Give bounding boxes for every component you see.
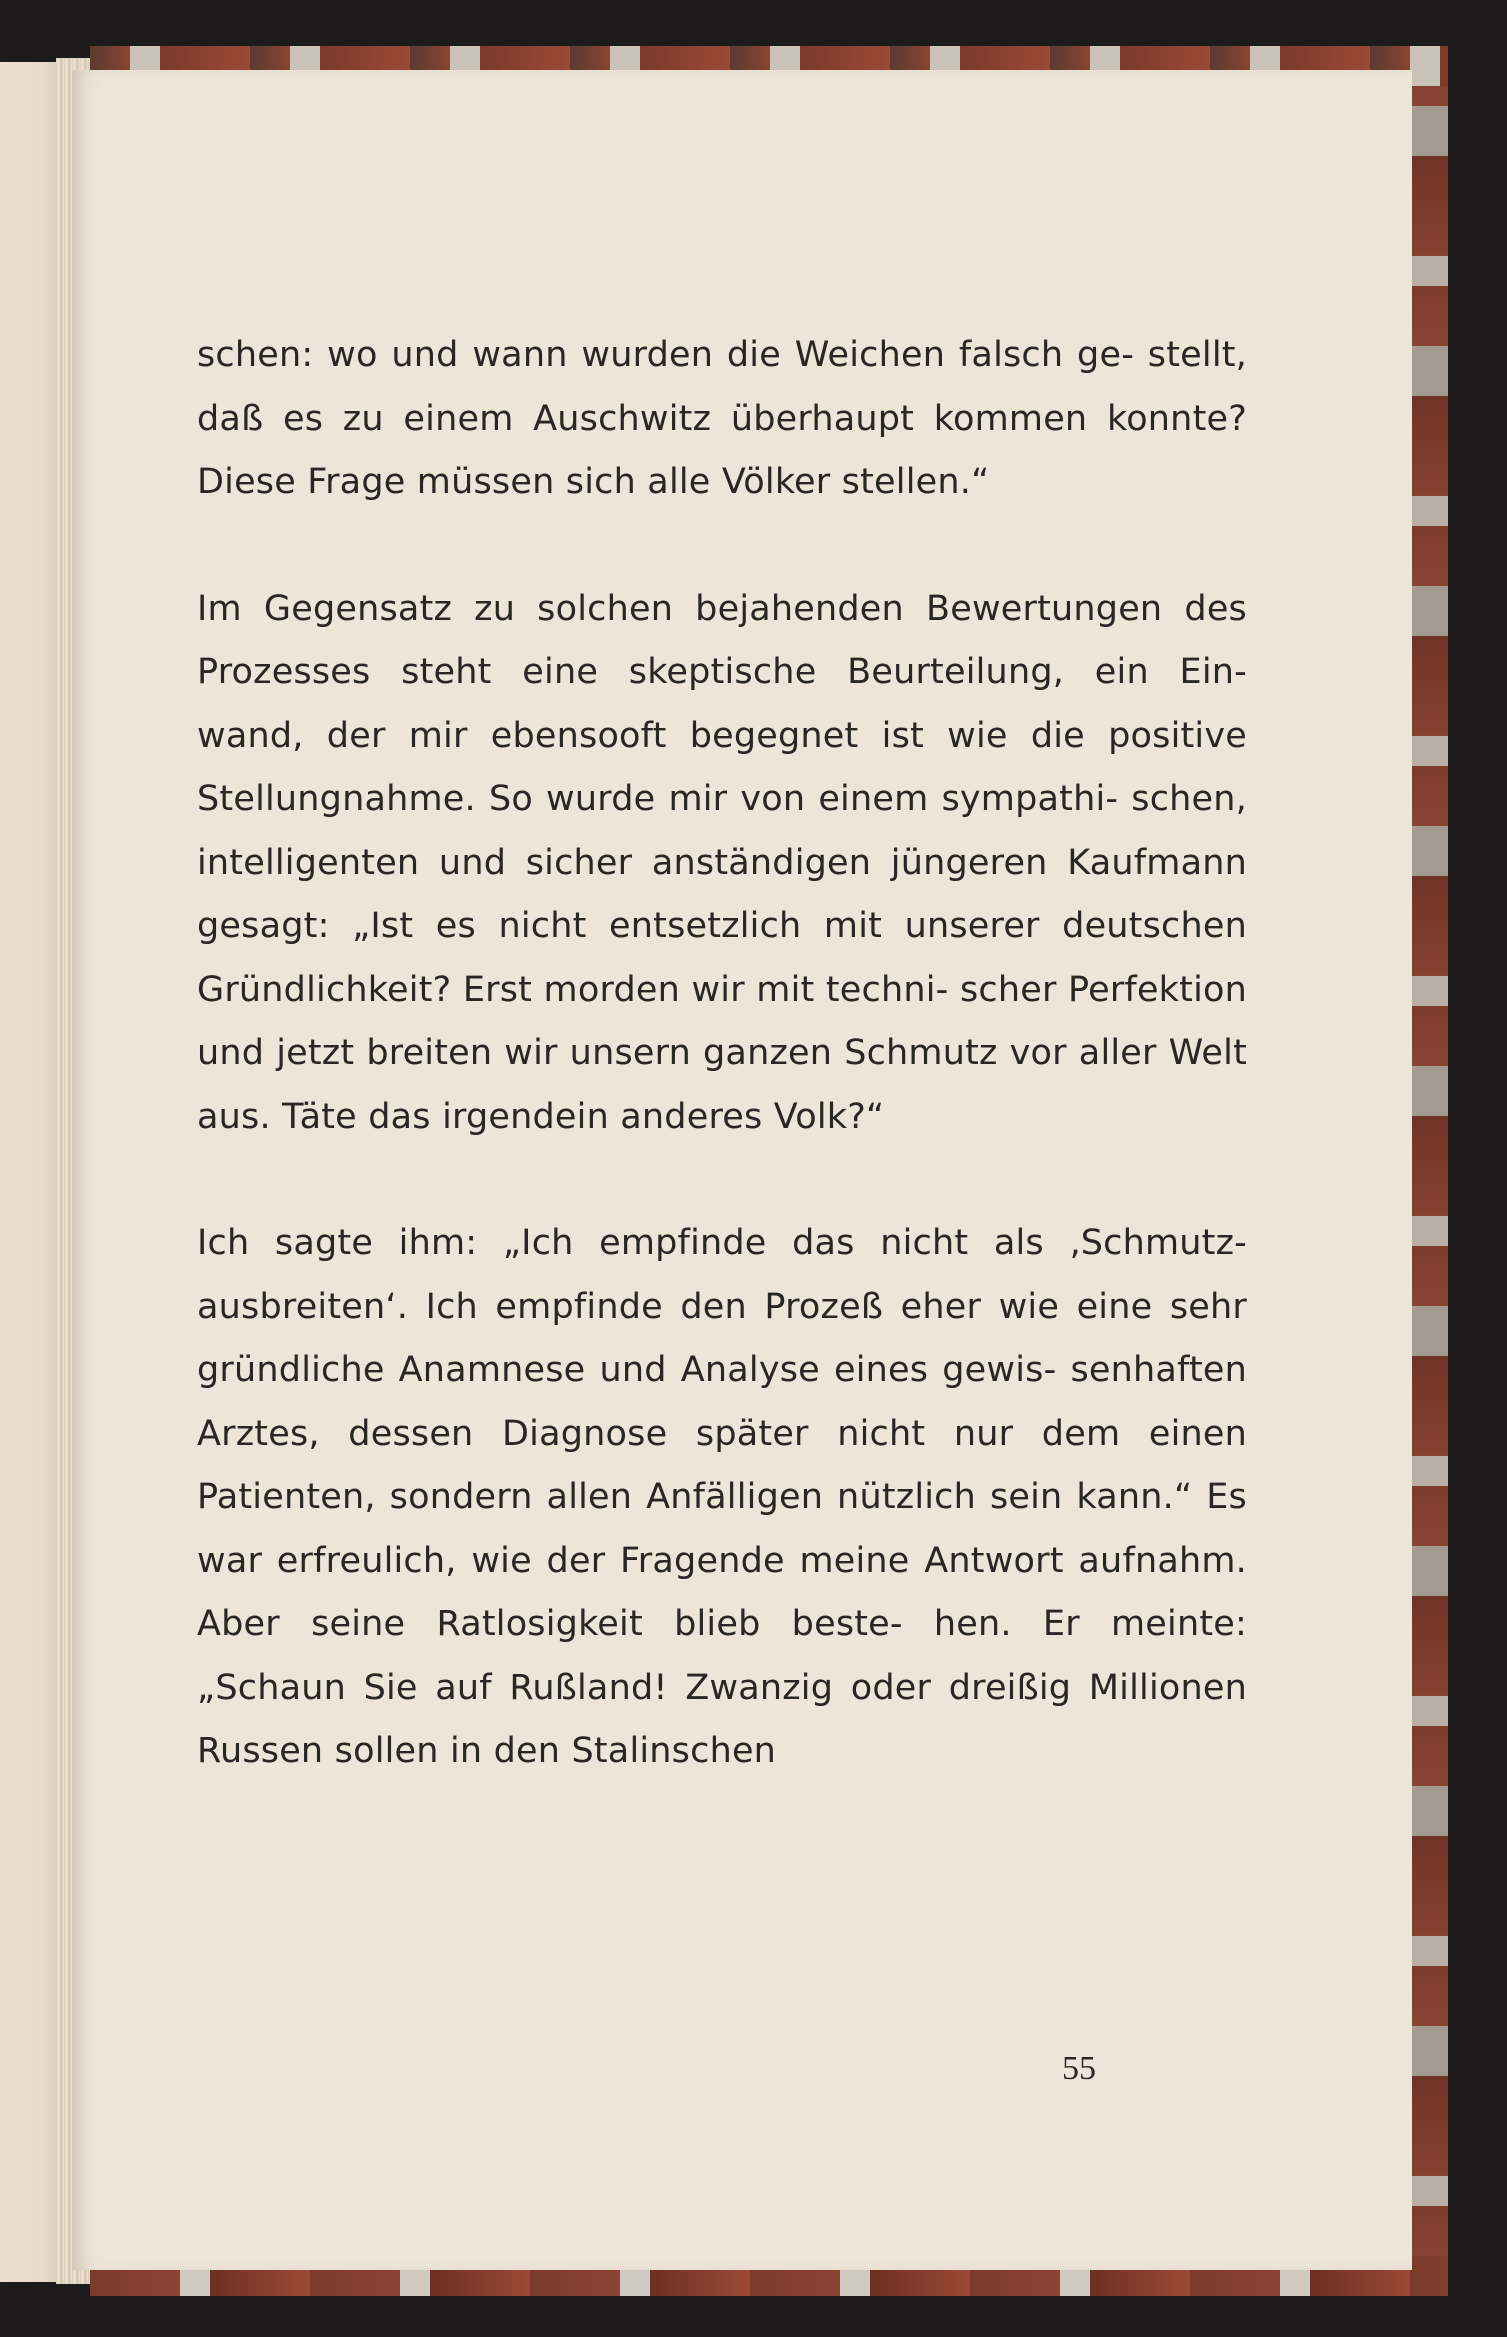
paragraph-2: Im Gegensatz zu solchen bejahenden Bewertungen des Prozesses steht eine skeptische Beurteilung, ein Ein- wand, der mir ebensooft begegnet ist wie die positive Stellungnahme. So wurde mir von einem sympathi- schen, intelligenten und sicher anständigen jüngeren Kaufmann gesagt: „Ist es nicht entsetzlich mit unserer deutschen Gründlichkeit? Erst morden wir mit techni- scher Perfektion und jetzt breiten wir unsern ganzen Schmutz vor aller Welt aus. Täte das irgendein anderes Volk?“ [197,588,1247,1137]
paragraph-3: Ich sagte ihm: „Ich empfinde das nicht als ‚Schmutz- ausbreiten‘. Ich empfinde den Prozeß eher wie eine sehr gründliche Anamnese und Analyse eines gewis- senhaften Arztes, dessen Diagnose später nicht nur dem einen Patienten, sondern allen Anfälligen nützlich sein kann.“ Es war erfreulich, wie der Fragende meine Antwort aufnahm. Aber seine Ratlosigkeit blieb beste- hen. Er meinte: „Schaun Sie auf Rußland! Zwanzig oder dreißig Millionen Russen sollen in den Stalinschen [197,1223,1247,1771]
left-facing-page [0,62,60,2282]
page-number: 55 [1062,2050,1096,2087]
page-body-text [197,324,1247,1784]
paragraph-1: schen: wo und wann wurden die Weichen falsch ge- stellt, daß es zu einem Auschwitz überhaupt kommen konnte? Diese Frage müssen sich alle Völker stellen.“ [197,335,1247,502]
book-page [72,70,1412,2270]
